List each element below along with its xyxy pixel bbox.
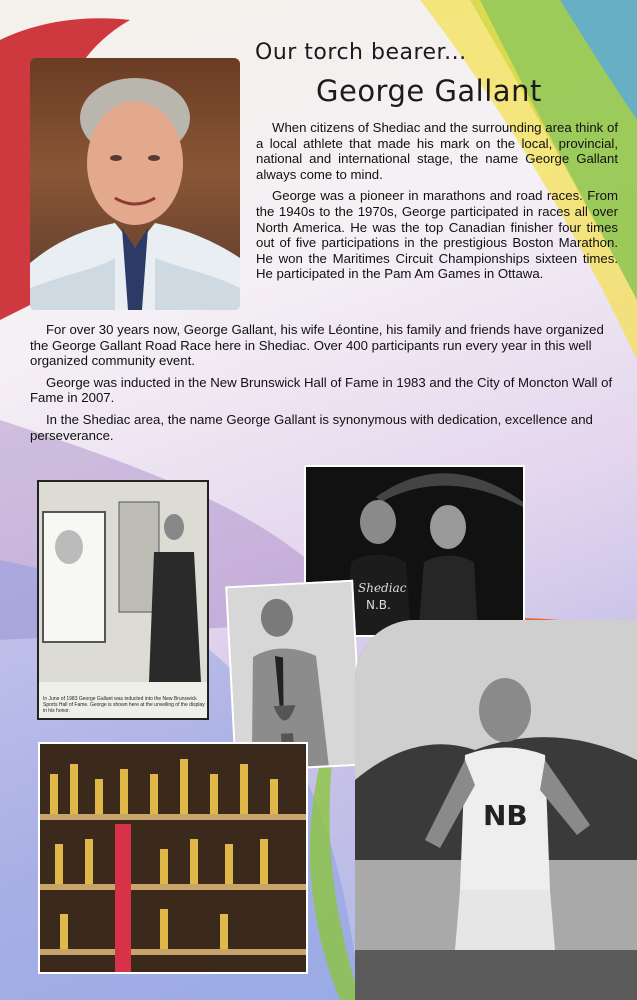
page-title: George Gallant <box>316 74 542 108</box>
clipping-illustration <box>39 482 207 682</box>
singlet-text-nb: N.B. <box>366 598 391 612</box>
portrait-illustration <box>30 58 240 310</box>
clipping-caption: In June of 1983 George Gallant was inducted into the New Brunswick Sports Hall of Fame. George is shown here at the unveiling of the display in his honor. <box>43 696 205 714</box>
trophy-collection-illustration <box>40 744 306 972</box>
trophy-collection-photo <box>38 742 308 974</box>
intro-paragraph: George was a pioneer in marathons and road races. From the 1940s to the 1970s, George participated in races all over North America. He was the top Canadian finisher four times out of five participations in the prestigious Boston Marathon. He won the Maritimes Circuit Championships sixteen times. He participated in the Pam Am Games in Ottawa. <box>256 188 618 282</box>
body-paragraph: In the Shediac area, the name George Gallant is synonymous with dedication, excellence and perseverance. <box>30 411 593 443</box>
intro-paragraph: When citizens of Shediac and the surrounding area think of a local athlete that made his mark on the local, provincial, national and international stage, the name George Gallant always come to mind. <box>256 120 618 182</box>
body-paragraph: George was inducted in the New Brunswick Hall of Fame in 1983 and the City of Moncton Wall of Fame in 2007. <box>30 374 613 406</box>
runner-illustration <box>355 620 637 1000</box>
singlet-text-shediac: Shediac <box>358 581 407 595</box>
runner-shirt-text: NB <box>483 799 528 832</box>
portrait-photo <box>30 58 240 310</box>
runner-photo <box>355 620 637 1000</box>
body-text <box>30 322 620 449</box>
section-heading: Our torch bearer... <box>255 40 467 65</box>
body-paragraph: For over 30 years now, George Gallant, his wife Léontine, his family and friends have organized the George Gallant Road Race here in Shediac. Over 400 participants run every year in this well organized community event. <box>30 322 604 369</box>
newspaper-clipping <box>37 480 209 720</box>
intro-text <box>256 120 618 288</box>
